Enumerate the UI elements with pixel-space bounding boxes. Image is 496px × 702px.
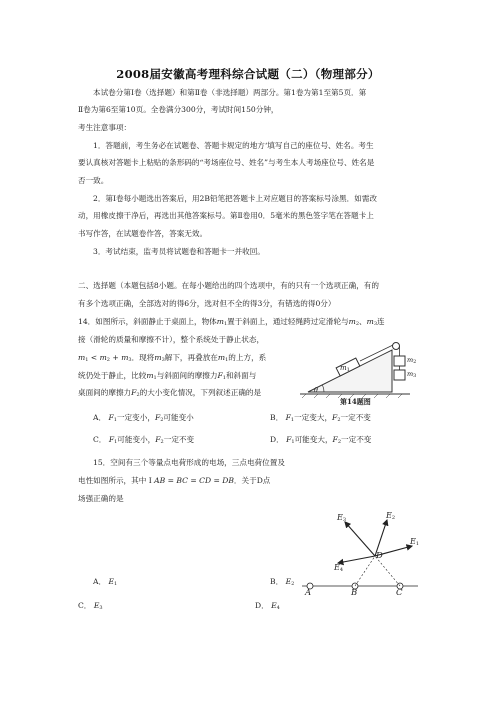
vector-e3 — [345, 522, 375, 556]
note-2-line-3: 书写作答，在试题卷作答，答案无效。 — [78, 229, 208, 238]
q15-line-1: 15．空间有三个等量点电荷形成的电场，三点电荷位置及 — [93, 458, 285, 467]
fig-label-e3: $E_3$ — [337, 513, 347, 523]
fig-label-theta: θ — [314, 386, 318, 394]
page-title: 2008届安徽高考理科综合试题（二）（物理部分） — [116, 67, 380, 81]
q15-line-2: 电性如图所示，其中 I AB = BC = CD = DB．关于D点 — [78, 476, 271, 485]
notes-heading: 考生注意事项： — [78, 123, 132, 132]
q14-line-4: 统仍处于静止，比较$m_1$与斜面间的摩擦力$F_1$和斜面与 — [78, 371, 257, 381]
fig-label-m1: $m_1$ — [340, 364, 350, 373]
fig-label-e4: $E_4$ — [334, 563, 344, 573]
note-1-line-3: 否一致。 — [78, 176, 109, 185]
note-1-line-2: 要认真核对答题卡上粘贴的条形码的“考场座位号、姓名”与考生本人考场座位号、姓名是 — [78, 158, 375, 167]
fig-label-b: B — [351, 588, 358, 598]
note-1-line-1: 1．答题前，考生务必在试题卷、答题卡规定的地方‘填写自己的座位号、姓名。考生 — [93, 141, 374, 150]
fig-label-a: A — [305, 588, 312, 598]
fig-label-m3: $m_3$ — [407, 370, 417, 379]
section-line-2: 有多个选项正确，全部选对的得6分，选对但不全的得3分，有错选的得0分） — [78, 299, 336, 308]
line-b-d — [355, 556, 375, 586]
fig-label-e2: $E_2$ — [386, 511, 396, 521]
q14-line-5: 桌面间的摩擦力$F_2$的大小变化情况，下列叙述正确的是 — [78, 388, 262, 398]
intro-line-2: Ⅱ卷为第6至第10页。全卷满分300分，考试时间150分钟， — [78, 105, 279, 114]
q14-line-1: 14．如图所示，斜面静止于桌面上，物体$m_1$置于斜面上，通过轻绳跨过定滑轮与$m_2$、$m_3$连 — [78, 317, 385, 327]
vector-e4 — [338, 556, 375, 563]
fig-label-c: C — [396, 588, 403, 598]
q15-option-b: B． $E_2$ — [270, 577, 295, 587]
fig-label-m2: $m_2$ — [407, 356, 417, 365]
intro-line-1: 本试卷分第Ⅰ卷（选择题）和第Ⅱ卷（非选择题）两部分。第1卷为第1至第5页．第 — [93, 88, 367, 97]
q14-line-2: 接（滑轮的质量和摩擦不计），整个系统处于静止状态， — [78, 335, 265, 344]
q15-line-3: 场强正确的是 — [78, 494, 124, 503]
fig-label-d: D — [376, 551, 383, 561]
note-3: 3．考试结束，监考员将试题卷和答题卡一并收回。 — [93, 247, 265, 256]
block-m3 — [394, 370, 405, 380]
fig-caption: 第14题图 — [340, 397, 371, 406]
q15-option-c: C． $E_3$ — [78, 601, 103, 611]
q14-line-3: $m_1 < m_2 + m_3$．现将$m_3$解下，再叠放在$m_1$的上方，系 — [78, 353, 267, 363]
section-line-1: 二、选择题（本题包括8小题。在每小题给出的四个选项中，有的只有一个选项正确，有的 — [78, 281, 379, 290]
fig-label-e1: $E_1$ — [410, 537, 420, 547]
note-2-line-2: 动，用橡皮擦干净后，再选出其他答案标号。第Ⅱ卷用0．5毫米的黑色签字笔在答题卡上 — [78, 211, 374, 220]
q14-option-d: D． $F_1$可能变大，$F_2$一定不变 — [270, 435, 372, 445]
note-2-line-1: 2．第Ⅰ卷每小题选出答案后，用2B铅笔把答题卡上对应题目的答案标号涂黑．如需改 — [93, 194, 378, 203]
q14-option-b: B． $F_1$一定变大，$F_2$一定不变 — [270, 413, 371, 423]
q14-option-a: A． $F_1$一定变小，$F_2$可能变小 — [93, 413, 194, 423]
q15-option-d: D． $E_4$ — [255, 601, 280, 611]
q15-figure — [300, 508, 420, 598]
pulley — [393, 343, 400, 350]
block-m2 — [394, 356, 405, 366]
q15-option-a: A． $E_1$ — [93, 577, 118, 587]
q14-option-c: C． $F_1$可能变小，$F_2$一定不变 — [93, 435, 195, 445]
